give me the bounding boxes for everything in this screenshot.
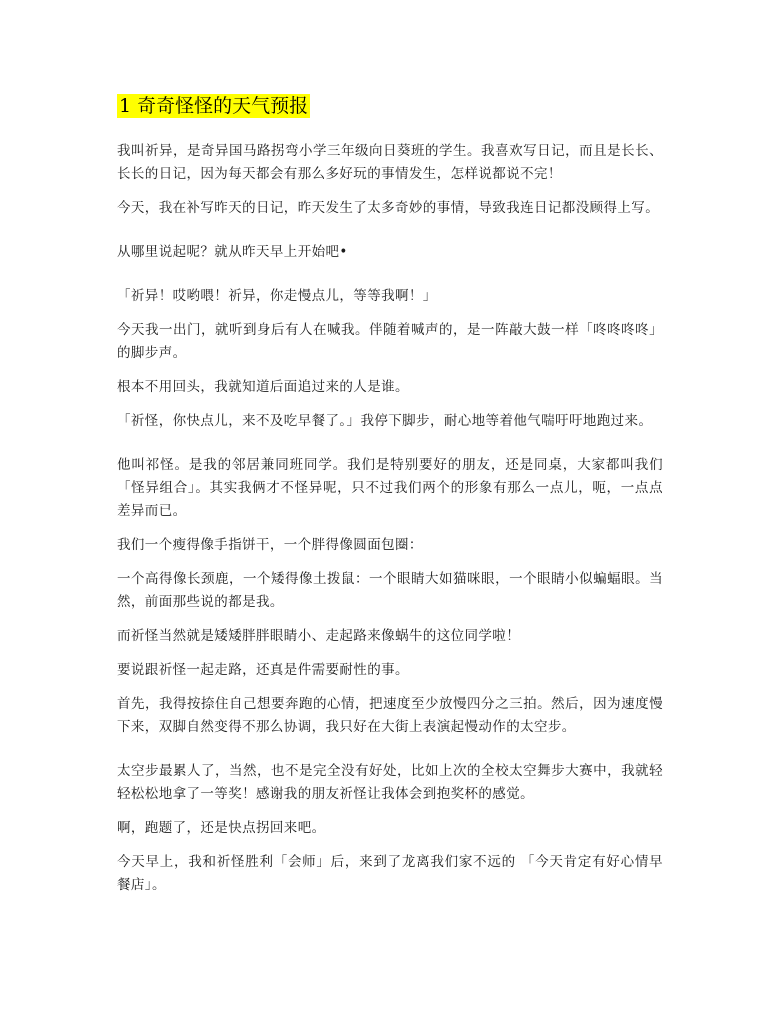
paragraph: 今天我一出门，就听到身后有人在喊我。伴随着喊声的，是一阵敲大鼓一样「咚咚咚咚」的脚步声。 [117, 322, 663, 361]
paragraph: 要说跟祈怪一起走路，还真是件需要耐性的事。 [117, 662, 409, 678]
paragraph: 啊，跑题了，还是快点拐回来吧。 [117, 820, 326, 836]
paragraph: 「祈异！哎哟喂！祈异，你走慢点儿，等等我啊！」 [117, 288, 437, 304]
paragraph: 一个高得像长颈鹿，一个矮得像土拨鼠：一个眼睛大如猫咪眼，一个眼睛小似蝙蝠眼。当然，前面那些说的都是我。 [117, 571, 663, 610]
paragraph: 根本不用回头，我就知道后面追过来的人是谁。 [117, 379, 409, 395]
paragraph: 他叫祁怪。是我的邻居兼同班同学。我们是特别要好的朋友，还是同桌，大家都叫我们 「怪异组合」。其实我俩才不怪异呢，只不过我们两个的形象有那么一点儿，呃，一点点差异而已。 [117, 457, 663, 519]
paragraph: 「祈怪，你快点儿，来不及吃早餐了。」我停下脚步，耐心地等着他气喘吁吁地跑过来。 [117, 413, 653, 429]
paragraph: 今天，我在补写昨天的日记，昨天发生了太多奇妙的事情，导致我连日记都没顾得上写。 [117, 200, 660, 216]
paragraph: 而祈怪当然就是矮矮胖胖眼睛小、走起路来像蜗牛的这位同学啦！ [117, 628, 521, 644]
document-page [117, 94, 663, 908]
paragraph: 我们一个瘦得像手指饼干，一个胖得像圆面包圈： [117, 537, 423, 553]
paragraph: 今天早上，我和祈怪胜利「会师」后，来到了龙离我们家不远的 「今天肯定有好心情早餐店」。 [117, 854, 663, 893]
paragraph: 太空步最累人了，当然，也不是完全没有好处，比如上次的全校太空舞步大赛中，我就轻轻松松地拿了一等奖！感谢我的朋友祈怪让我体会到抱奖杯的感觉。 [117, 763, 663, 802]
paragraph: 首先，我得按捺住自己想要奔跑的心情，把速度至少放慢四分之三拍。然后，因为速度慢下来，双脚自然变得不那么协调，我只好在大街上表演起慢动作的太空步。 [117, 696, 663, 735]
paragraph: 从哪里说起呢？就从昨天早上开始吧• [117, 244, 348, 260]
chapter-title: 1 奇奇怪怪的天气预报 [119, 95, 309, 117]
paragraph: 我叫祈异，是奇异国马路拐弯小学三年级向日葵班的学生。我喜欢写日记，而且是长长、长长的日记，因为每天都会有那么多好玩的事情发生，怎样说都说不完！ [117, 143, 663, 182]
